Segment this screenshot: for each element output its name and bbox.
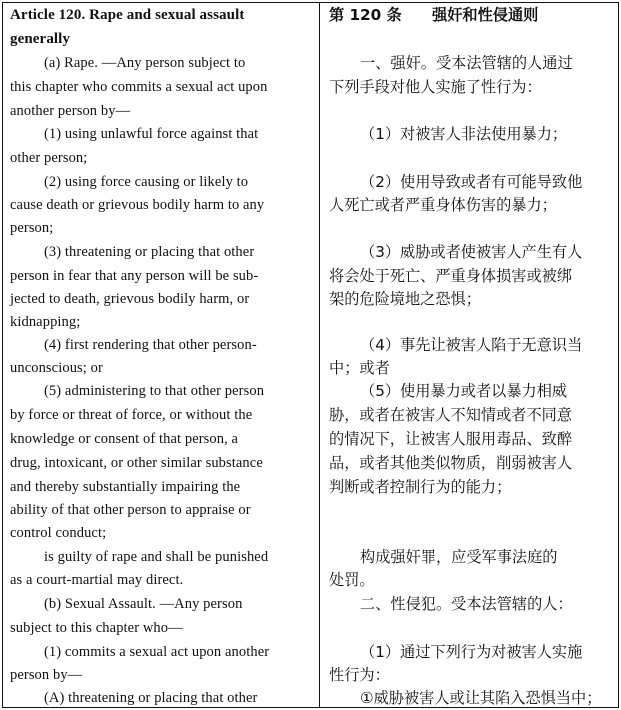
english-line: kidnapping; — [10, 314, 81, 330]
english-line: (4) first rendering that other person- — [44, 337, 257, 353]
chinese-line: （2）使用导致或者有可能导致他 — [360, 173, 583, 191]
column-divider — [319, 2, 320, 708]
english-line: person in fear that any person will be sub- — [10, 268, 259, 284]
english-line: this chapter who commits a sexual act upon — [10, 79, 268, 95]
chinese-line: 一、强奸。受本法管辖的人通过 — [360, 54, 573, 72]
english-line: cause death or grievous bodily harm to any — [10, 197, 265, 213]
chinese-title: 第 120 条 强奸和性侵通则 — [329, 6, 539, 24]
english-line: (3) threatening or placing that other — [44, 244, 255, 260]
chinese-line: （4）事先让被害人陷于无意识当 — [360, 336, 583, 354]
english-title-line-2: generally — [10, 31, 71, 47]
english-line: and thereby substantially impairing the — [10, 479, 241, 495]
english-line: is guilty of rape and shall be punished — [44, 549, 269, 565]
chinese-line: 判断或者控制行为的能力； — [329, 478, 512, 496]
english-line: unconscious; or — [10, 360, 103, 376]
english-line: jected to death, grievous bodily harm, or — [10, 291, 250, 307]
english-line: knowledge or consent of that person, a — [10, 431, 239, 447]
english-line: (a) Rape. —Any person subject to — [44, 55, 246, 71]
chinese-line: 人死亡或者严重身体伤害的暴力； — [329, 196, 557, 214]
english-line: by force or threat of force, or without the — [10, 407, 253, 423]
chinese-line: 性行为： — [329, 666, 390, 684]
english-line: (A) threatening or placing that other — [44, 690, 258, 706]
english-line: other person; — [10, 150, 88, 166]
english-line: (2) using force causing or likely to — [44, 174, 249, 190]
english-line: as a court-martial may direct. — [10, 572, 184, 588]
chinese-line: （1）通过下列行为对被害人实施 — [360, 643, 583, 661]
chinese-line: （5）使用暴力或者以暴力相威 — [360, 382, 568, 400]
english-line: person by— — [10, 667, 83, 683]
english-line: subject to this chapter who— — [10, 620, 183, 636]
english-line: ability of that other person to appraise or — [10, 502, 251, 518]
chinese-line: 二、性侵犯。受本法管辖的人： — [360, 595, 573, 613]
english-line: drug, intoxicant, or other similar substance — [10, 455, 263, 471]
english-line: control conduct; — [10, 525, 107, 541]
english-line: person; — [10, 220, 54, 236]
chinese-line: （1）对被害人非法使用暴力； — [360, 125, 568, 143]
chinese-line: 将会处于死亡、严重身体损害或被绑 — [329, 267, 572, 285]
english-line: (1) using unlawful force against that — [44, 126, 259, 142]
chinese-line: 中；或者 — [329, 359, 390, 377]
chinese-line: 的情况下，让被害人服用毒品、致醉 — [329, 430, 572, 448]
chinese-line: （3）威胁或者使被害人产生有人 — [360, 243, 583, 261]
chinese-line: 架的危险境地之恐惧； — [329, 290, 481, 308]
chinese-line: 品，或者其他类似物质，削弱被害人 — [329, 454, 572, 472]
english-line: (1) commits a sexual act upon another — [44, 644, 270, 660]
english-line: another person by— — [10, 103, 131, 119]
chinese-line: ①威胁被害人或让其陷入恐惧当中； — [360, 689, 602, 707]
english-line: (5) administering to that other person — [44, 383, 265, 399]
chinese-line: 胁，或者在被害人不知情或者不同意 — [329, 406, 572, 424]
chinese-line: 构成强奸罪，应受军事法庭的 — [360, 548, 558, 566]
english-line: (b) Sexual Assault. —Any person — [44, 596, 243, 612]
chinese-line: 处罚。 — [329, 571, 375, 589]
chinese-line: 下列手段对他人实施了性行为： — [329, 78, 542, 96]
english-title-line-1: Article 120. Rape and sexual assault — [10, 7, 245, 23]
